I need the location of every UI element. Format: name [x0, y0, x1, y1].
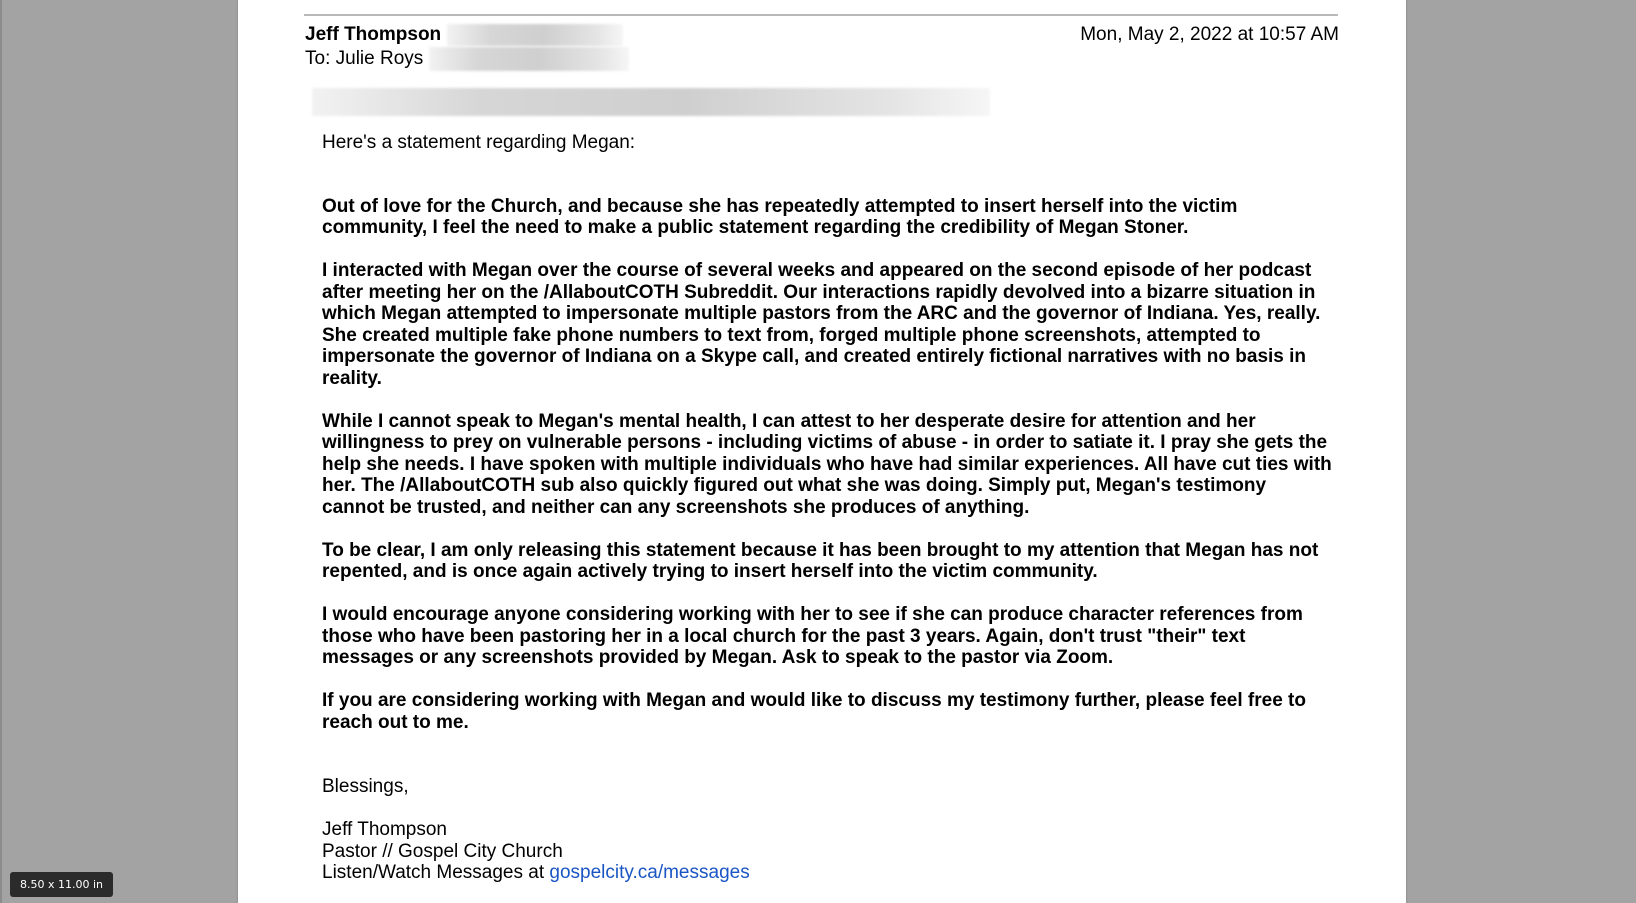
- page-size-badge: 8.50 x 11.00 in: [10, 872, 113, 897]
- signature-block: [322, 819, 1332, 884]
- redacted-recipient-email: [429, 47, 629, 71]
- email-body: [322, 132, 1332, 884]
- signature-link-line: [322, 862, 1332, 884]
- to-line: [305, 47, 1339, 71]
- statement-paragraph: Out of love for the Church, and because she has repeatedly attempted to insert herself into the victim community, I feel the need to make a public statement regarding the credibility of Megan Stoner.: [322, 195, 1238, 238]
- header-divider: [304, 14, 1338, 16]
- email-header: [305, 24, 1339, 71]
- from-line: [305, 24, 1339, 47]
- pdf-page: [238, 0, 1406, 903]
- signature-link-prefix: Listen/Watch Messages at: [322, 862, 550, 883]
- email-date: Mon, May 2, 2022 at 10:57 AM: [1080, 24, 1339, 45]
- signature-name: Jeff Thompson: [322, 819, 447, 840]
- intro-line: Here's a statement regarding Megan:: [322, 132, 636, 153]
- recipient: To: Julie Roys: [305, 48, 424, 70]
- statement-paragraph: If you are considering working with Megan and would like to discuss my testimony further, please feel free to reach out to me.: [322, 690, 1306, 733]
- signature-title: Pastor // Gospel City Church: [322, 840, 563, 862]
- redacted-subject: [312, 88, 990, 116]
- closing-line: Blessings,: [322, 776, 409, 797]
- statement-paragraph: While I cannot speak to Megan's mental health, I can attest to her desperate desire for attention and her willingness to prey on vulnerable persons - including victims of abuse - in order to satiate it. I pray she gets the help she needs. I have spoken with multiple individuals who have had similar experiences. All have cut ties with her. The /AllaboutCOTH sub also quickly figured out what she was doing. Simply put, Megan's testimony cannot be trusted, and neither can any screenshots she produces of anything.: [322, 410, 1332, 518]
- sender-name: Jeff Thompson: [305, 24, 442, 46]
- statement-paragraph: To be clear, I am only releasing this statement because it has been brought to my attention that Megan has not repented, and is once again actively trying to insert herself into the victim community.: [322, 539, 1319, 582]
- messages-link[interactable]: gospelcity.ca/messages: [549, 862, 750, 883]
- statement-paragraph: I would encourage anyone considering working with her to see if she can produce character references from those who have been pastoring her in a local church for the past 3 years. Again, don't trust "their" text messages or any screenshots provided by Megan. Ask to speak to the pastor via Zoom.: [322, 604, 1303, 668]
- statement-paragraph: I interacted with Megan over the course of several weeks and appeared on the second episode of her podcast after meeting her on the /AllaboutCOTH Subreddit. Our interactions rapidly devolved into a bizarre situation in which Megan attempted to impersonate multiple pastors from the ARC and the governor of Indiana. Yes, really. She created multiple fake phone numbers to text from, forged multiple phone screenshots, attempted to impersonate the governor of Indiana on a Skype call, and created entirely fictional narratives with no basis in reality.: [322, 260, 1321, 389]
- redacted-sender-email: [447, 24, 623, 46]
